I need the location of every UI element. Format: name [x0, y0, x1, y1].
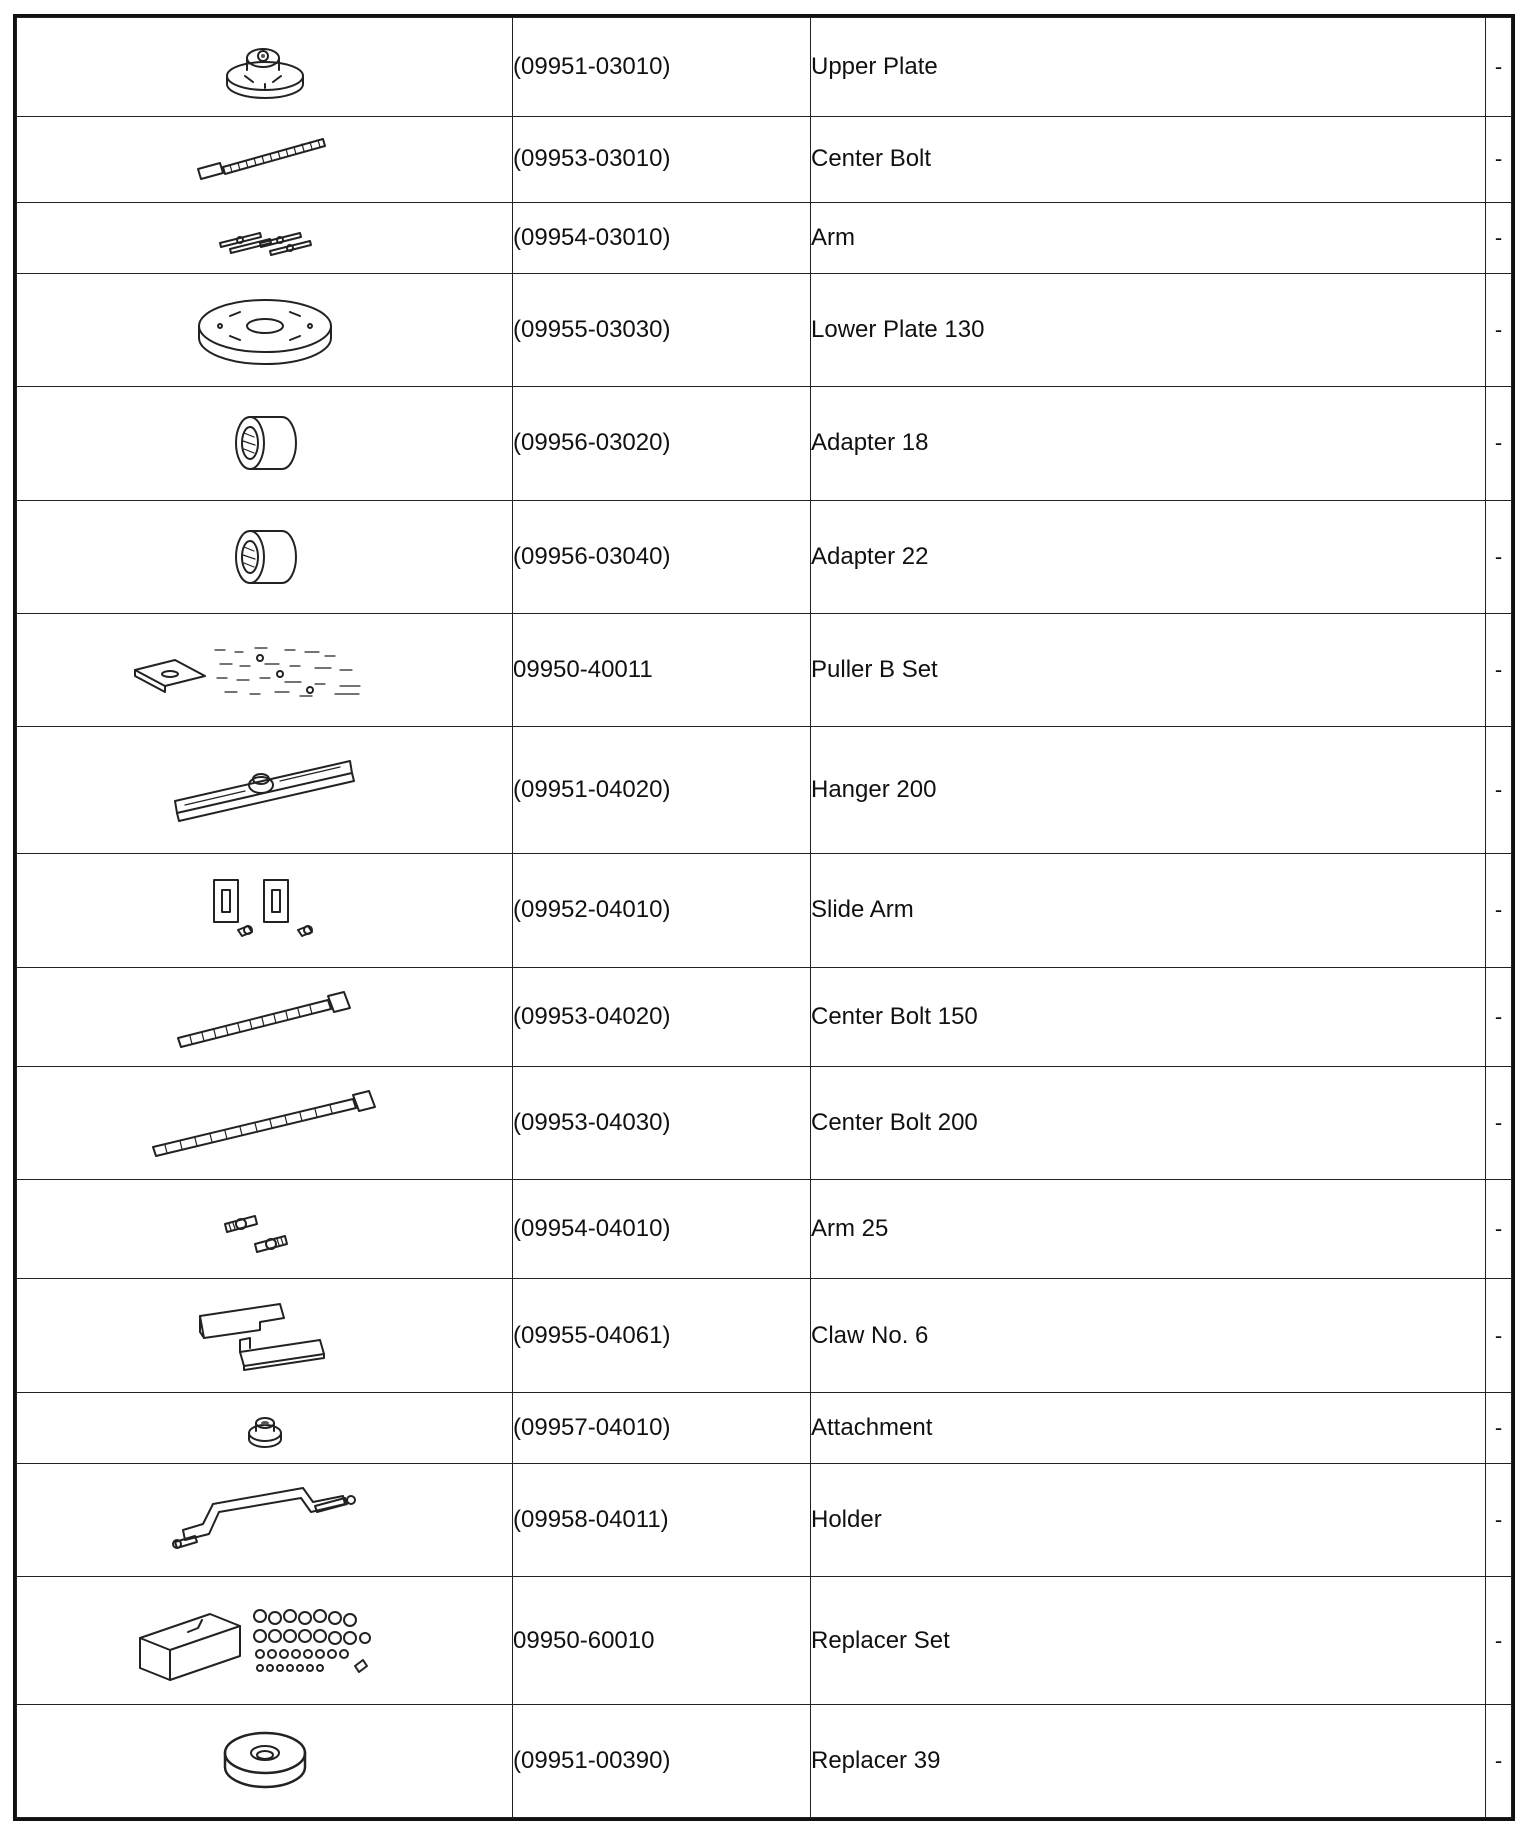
- illustration-cell: [17, 273, 513, 386]
- adapter-icon: [220, 517, 310, 597]
- part-name: Arm 25: [811, 1180, 1486, 1279]
- part-number: (09957-04010): [513, 1392, 811, 1463]
- part-number: (09951-03010): [513, 18, 811, 117]
- table-row: [17, 613, 1512, 726]
- replacer-ring-icon: [215, 1721, 315, 1801]
- illustration-cell: [17, 727, 513, 854]
- part-number: (09953-04030): [513, 1066, 811, 1179]
- part-number: (09951-04020): [513, 727, 811, 854]
- slide-arm-icon: [200, 870, 330, 950]
- part-name: Claw No. 6: [811, 1279, 1486, 1392]
- illustration-cell: [17, 1464, 513, 1577]
- part-number: (09955-03030): [513, 273, 811, 386]
- center-bolt-icon: [190, 129, 340, 189]
- part-number: (09954-03010): [513, 202, 811, 273]
- part-number: (09956-03040): [513, 500, 811, 613]
- table-row: [17, 202, 1512, 273]
- illustration-cell: [17, 1392, 513, 1463]
- part-number: (09953-03010): [513, 117, 811, 202]
- part-name: Attachment: [811, 1392, 1486, 1463]
- lower-plate-icon: [190, 290, 340, 370]
- part-name: Hanger 200: [811, 727, 1486, 854]
- part-name: Arm: [811, 202, 1486, 273]
- part-name: Center Bolt: [811, 117, 1486, 202]
- illustration-cell: [17, 202, 513, 273]
- part-number: 09950-40011: [513, 613, 811, 726]
- part-name: Slide Arm: [811, 854, 1486, 967]
- long-bolt-icon: [145, 1083, 385, 1163]
- part-number: (09953-04020): [513, 967, 811, 1066]
- part-name: Replacer 39: [811, 1704, 1486, 1817]
- part-note: -: [1486, 1392, 1512, 1463]
- replacer-set-icon: [130, 1596, 400, 1686]
- table-row: [17, 1279, 1512, 1392]
- illustration-cell: [17, 967, 513, 1066]
- arm-pair-icon: [215, 1194, 315, 1264]
- part-note: -: [1486, 500, 1512, 613]
- part-name: Holder: [811, 1464, 1486, 1577]
- table-row: [17, 727, 1512, 854]
- illustration-cell: [17, 1704, 513, 1817]
- table-row: [17, 500, 1512, 613]
- tool-table-frame: [13, 14, 1515, 1821]
- part-note: -: [1486, 1180, 1512, 1279]
- table-row: [17, 1464, 1512, 1577]
- holder-icon: [165, 1480, 365, 1560]
- illustration-cell: [17, 387, 513, 500]
- attachment-icon: [235, 1403, 295, 1453]
- part-note: -: [1486, 1066, 1512, 1179]
- illustration-cell: [17, 854, 513, 967]
- part-number: (09951-00390): [513, 1704, 811, 1817]
- part-number: (09952-04010): [513, 854, 811, 967]
- part-number: 09950-60010: [513, 1577, 811, 1704]
- special-tools-table: [16, 17, 1512, 1818]
- part-note: -: [1486, 1577, 1512, 1704]
- claw-icon: [190, 1296, 340, 1376]
- illustration-cell: [17, 1180, 513, 1279]
- adapter-icon: [220, 403, 310, 483]
- table-row: [17, 1704, 1512, 1817]
- illustration-cell: [17, 18, 513, 117]
- table-row: [17, 1577, 1512, 1704]
- part-note: -: [1486, 117, 1512, 202]
- part-name: Adapter 22: [811, 500, 1486, 613]
- puller-set-icon: [125, 630, 405, 710]
- long-bolt-icon: [170, 982, 360, 1052]
- part-name: Upper Plate: [811, 18, 1486, 117]
- part-note: -: [1486, 967, 1512, 1066]
- part-number: (09958-04011): [513, 1464, 811, 1577]
- table-row: [17, 1180, 1512, 1279]
- part-note: -: [1486, 727, 1512, 854]
- part-name: Center Bolt 200: [811, 1066, 1486, 1179]
- part-note: -: [1486, 387, 1512, 500]
- table-row: [17, 967, 1512, 1066]
- illustration-cell: [17, 117, 513, 202]
- part-name: Replacer Set: [811, 1577, 1486, 1704]
- part-note: -: [1486, 202, 1512, 273]
- part-name: Center Bolt 150: [811, 967, 1486, 1066]
- part-note: -: [1486, 1279, 1512, 1392]
- table-row: [17, 1066, 1512, 1179]
- part-note: -: [1486, 18, 1512, 117]
- illustration-cell: [17, 613, 513, 726]
- table-row: [17, 273, 1512, 386]
- part-note: -: [1486, 1704, 1512, 1817]
- table-row: [17, 854, 1512, 967]
- part-name: Lower Plate 130: [811, 273, 1486, 386]
- part-note: -: [1486, 273, 1512, 386]
- illustration-cell: [17, 1066, 513, 1179]
- table-row: [17, 1392, 1512, 1463]
- part-name: Puller B Set: [811, 613, 1486, 726]
- illustration-cell: [17, 500, 513, 613]
- part-note: -: [1486, 1464, 1512, 1577]
- part-number: (09954-04010): [513, 1180, 811, 1279]
- illustration-cell: [17, 1279, 513, 1392]
- table-row: [17, 387, 1512, 500]
- table-row: [17, 18, 1512, 117]
- part-note: -: [1486, 613, 1512, 726]
- table-row: [17, 117, 1512, 202]
- hanger-icon: [165, 745, 365, 835]
- part-number: (09956-03020): [513, 387, 811, 500]
- part-name: Adapter 18: [811, 387, 1486, 500]
- part-note: -: [1486, 854, 1512, 967]
- part-number: (09955-04061): [513, 1279, 811, 1392]
- illustration-cell: [17, 1577, 513, 1704]
- upper-plate-icon: [215, 32, 315, 102]
- arm-icon: [210, 213, 320, 263]
